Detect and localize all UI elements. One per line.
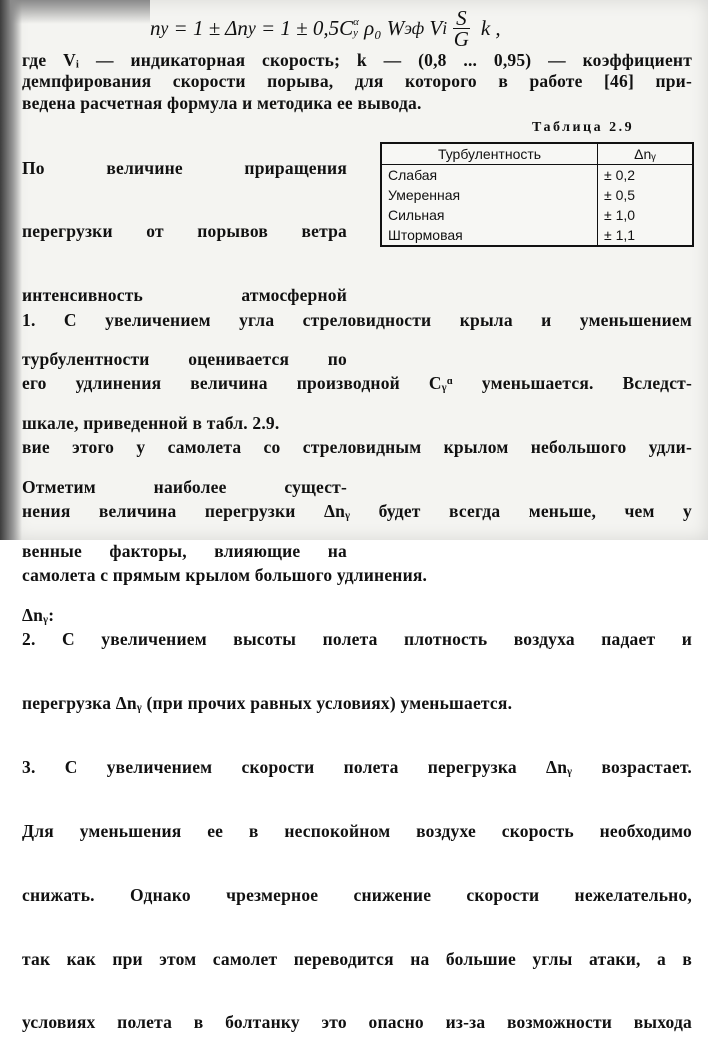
table-cell-turbulence: Слабая xyxy=(388,167,438,183)
table-cell-delta-n: ± 1,0 xyxy=(598,205,694,225)
formula-tail2-sub: i xyxy=(442,17,448,38)
paragraph-1 xyxy=(22,50,692,114)
text-line: перегрузка Δnᵧ (при прочих равных условиях) уменьшается. xyxy=(22,692,513,713)
formula-body-sub: y xyxy=(247,17,256,38)
formula-body: = 1 ± Δn xyxy=(168,15,248,40)
text-line: самолета с прямым крылом большого удлинения. xyxy=(22,565,428,586)
text-line: перегрузки от порывов ветра xyxy=(22,221,347,242)
text-line: нения величина перегрузки Δnᵧ будет всегда меньше, чем у xyxy=(22,501,692,522)
table-title: Таблица 2.9 xyxy=(532,120,635,135)
text-line: снижать. Однако чрезмерное снижение скорости нежелательно, xyxy=(22,884,692,905)
formula-lhs-sub: y xyxy=(160,17,169,38)
text-line: интенсивность атмосферной xyxy=(22,285,347,306)
formula-mid-sup: α xyxy=(353,16,359,28)
column-header-turbulence: Турбулентность xyxy=(381,143,598,165)
table-cell-turbulence: Штормовая xyxy=(388,227,463,243)
text-line: так как при этом самолет переводится на большие углы атаки, а в xyxy=(22,948,692,969)
text-line: ведена расчетная формула и методика ее вывода. xyxy=(22,92,422,113)
formula-fraction xyxy=(453,5,470,51)
text-line: венные факторы, влияющие на xyxy=(22,540,347,561)
table-header-row xyxy=(381,143,693,165)
table-row xyxy=(381,185,693,205)
text-line: его удлинения величина производной Cᵧᵅ уменьшается. Вследст- xyxy=(22,373,692,394)
formula-end: k , xyxy=(475,15,501,40)
formula-lhs: n xyxy=(150,15,161,40)
table-cell-turbulence: Умеренная xyxy=(388,187,461,203)
table-row xyxy=(381,165,693,186)
text-line: демпфирования скорости порыва, для которого в работе [46] при- xyxy=(22,71,692,92)
turbulence-table xyxy=(380,142,694,247)
table-cell-delta-n: ± 0,2 xyxy=(598,165,694,186)
formula-tail-sub: эф xyxy=(404,17,425,38)
formula-frac-num: S xyxy=(453,8,470,29)
text-line: По величине приращения xyxy=(22,157,347,178)
table-cell-turbulence: Сильная xyxy=(388,207,445,223)
scan-edge-shadow xyxy=(0,0,22,540)
text-line: условиях полета в болтанку это опасно из-за возможности выхода xyxy=(22,1012,692,1033)
formula-frac-den: G xyxy=(453,26,469,51)
table-cell-delta-n: ± 1,1 xyxy=(598,225,694,246)
text-line: где Vᵢ — индикаторная скорость; k — (0,8 ... 0,95) — коэффициент xyxy=(22,50,692,70)
text-line: 2. С увеличением высоты полета плотность воздуха падает и xyxy=(22,629,692,650)
text-line: Отметим наиболее сущест- xyxy=(22,477,347,498)
text-line: шкале, приведенной в табл. 2.9. xyxy=(22,413,280,434)
text-line: Для уменьшения ее в неспокойном воздухе скорость необходимо xyxy=(22,820,692,841)
scan-top-shadow xyxy=(10,0,150,24)
formula-mid: = 1 ± 0,5C xyxy=(255,15,354,40)
table-row xyxy=(381,205,693,225)
text-line: турбулентности оценивается по xyxy=(22,349,347,370)
formula xyxy=(150,6,600,50)
formula-mid-sub: y xyxy=(353,27,358,39)
text-line: 3. С увеличением скорости полета перегрузка Δnᵧ возрастает. xyxy=(22,756,692,777)
table-row xyxy=(381,225,693,246)
paragraph-3 xyxy=(22,267,692,1055)
formula-tail2: V xyxy=(424,15,443,40)
formula-tail: ρ₀ W xyxy=(358,15,405,40)
text-line: 1. С увеличением угла стреловидности крыла и уменьшением xyxy=(22,309,692,330)
text-line: вие этого у самолета со стреловидным крылом небольшого удли- xyxy=(22,437,692,458)
column-header-delta-n: Δnᵧ xyxy=(598,143,694,165)
text-line: Δnᵧ: xyxy=(22,604,55,625)
table-cell-delta-n: ± 0,5 xyxy=(598,185,694,205)
